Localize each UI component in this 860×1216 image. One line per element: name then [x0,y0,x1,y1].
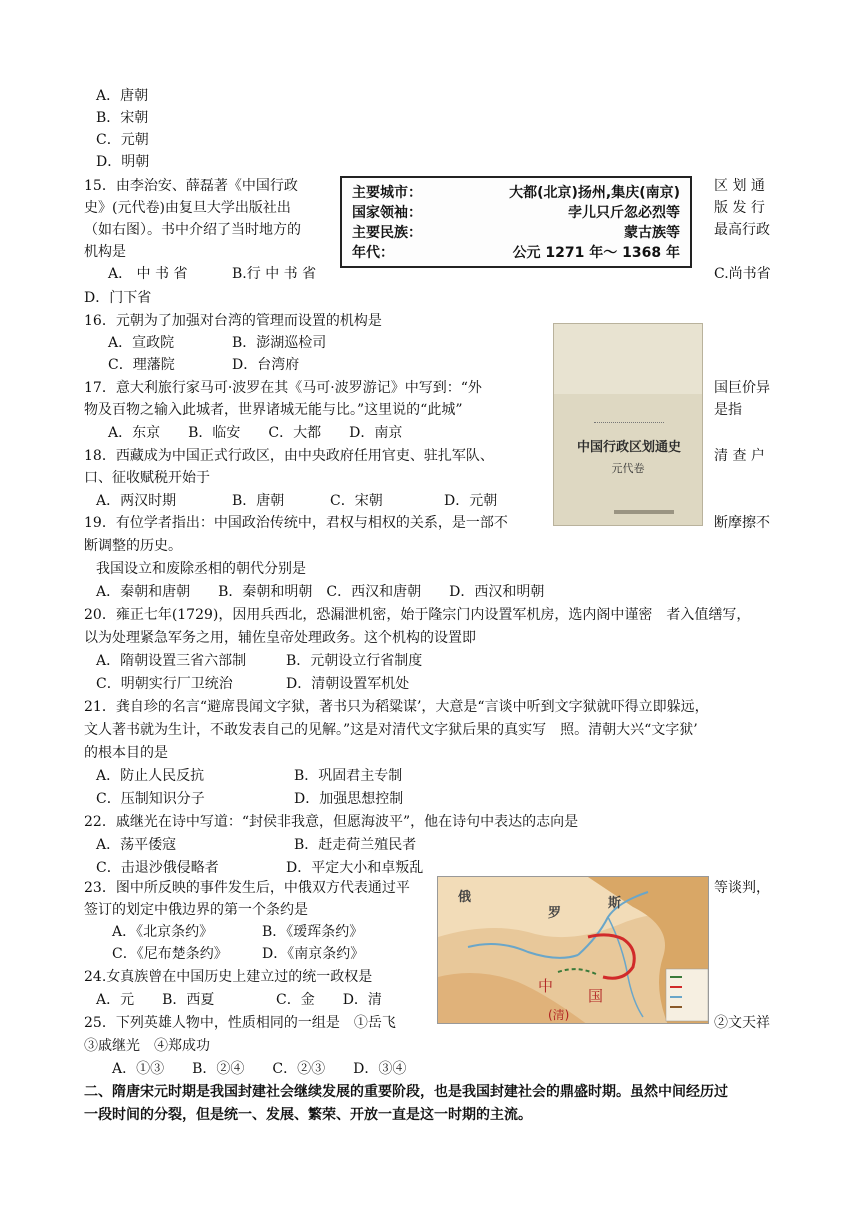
q17-line1-right: 国巨价异 [714,380,770,396]
q25-options: A．①③ B．②④ C．②③ D．③④ [112,1061,407,1077]
book-publisher-mark [614,510,674,514]
q20-option-a: A．隋朝设置三省六部制 [96,653,247,669]
info-value: 公元 1271 年～ 1368 年 [512,245,680,261]
q16-option-a: A．宣政院 [108,335,175,351]
q19-line2: 断调整的历史。 [84,538,182,554]
q18-option-a: A．两汉时期 [96,493,177,509]
q25-line1: 25．下列英雄人物中，性质相同的一组是 ①岳飞 [84,1015,396,1031]
q25-line2: ③戚继光 ④郑成功 [84,1038,210,1054]
q18-line2: 口、征收赋税开始于 [84,470,210,486]
q18-option-d: D．元朝 [444,493,498,509]
q18-line1-right: 清 查 户 [714,448,765,464]
map-label-cn-1: 中 [538,977,554,995]
q16-option-c: C．理藩院 [108,357,175,373]
q15-option-c: C.尚书省 [714,266,771,282]
q16-stem: 16．元朝为了加强对台湾的管理而设置的机构是 [84,313,382,329]
q15-line1-right: 区 划 通 [714,178,765,194]
book-author-line [594,422,664,426]
map-label-ru-3: 斯 [608,896,622,911]
q22-option-a: A．荡平倭寇 [96,837,177,853]
q20-line1: 20．雍正七年(1729)，因用兵西北，恐漏泄机密，始于隆宗门内设置军机房，选内阁中谨密 者入值缮写， [84,607,751,623]
q15-option-b: B.行 中 书 省 [232,266,317,282]
map-graphic [438,877,709,1024]
q21-line1: 21．龚自珍的名言“避席畏闻文字狱，著书只为稻粱谋’，大意是“言谈中听到文字狱就吓得立即躲远， [84,699,709,715]
q19-line1: 19．有位学者指出：中国政治传统中，君权与相权的关系，是一部不 [84,515,508,531]
q21-option-d: D．加强思想控制 [294,791,404,807]
q24-options-right: C．金 D．清 [276,992,382,1008]
q25-line1-right: ②文天祥 [714,1015,770,1031]
q23-option-d: D．《南京条约》 [262,946,365,962]
map-label-cn-2: 国 [588,987,604,1005]
map-label-qing: (清) [548,1008,570,1022]
q15-line4: 机构是 [84,244,126,260]
q15-option-a: A． 中 书 省 [108,266,188,282]
q14-option-d: D．明朝 [96,154,150,170]
book-title: 中国行政区划通史 [576,440,681,455]
q22-option-d: D．平定大小和卓叛乱 [286,860,424,876]
q19-line1-right: 断摩擦不 [714,515,770,531]
historical-map-image [437,876,709,1024]
info-key: 主要民族： [352,225,422,241]
map-label-ru-1: 俄 [458,890,472,905]
info-key: 主要城市： [352,185,422,201]
q22-option-c: C．击退沙俄侵略者 [96,860,219,876]
q18-option-b: B．唐朝 [232,493,285,509]
info-row [352,182,680,202]
q15-line1: 15．由李治安、薛磊著《中国行政 [84,178,298,194]
q24-options-left: A．元 B．西夏 [96,992,215,1008]
q15-line2-right: 版 发 行 [714,200,765,216]
q23-line1-right: 等谈判， [714,880,770,896]
q23-option-c: C．《尼布楚条约》 [112,946,228,962]
map-label-ru-2: 罗 [548,906,562,921]
section2-line2: 一段时间的分裂，但是统一、发展、繁荣、开放一直是这一时期的主流。 [84,1107,532,1123]
q21-option-a: A．防止人民反抗 [96,768,205,784]
q15-line3: （如右图）。书中介绍了当时地方的 [84,222,301,238]
info-row [352,222,680,242]
q18-line1: 18．西藏成为中国正式行政区，由中央政府任用官吏、驻扎军队、 [84,448,494,464]
q18-option-c: C．宋朝 [330,493,383,509]
q24-stem: 24.女真族曾在中国历史上建立过的统一政权是 [84,969,373,985]
info-value: 孛儿只斤忽必烈等 [568,205,680,221]
q14-option-c: C．元朝 [96,132,149,148]
q14-option-b: B．宋朝 [96,110,149,126]
q19-options: A．秦朝和唐朝 B．秦朝和明朝 C．西汉和唐朝 D．西汉和明朝 [96,584,545,600]
q23-line1: 23．图中所反映的事件发生后，中俄双方代表通过平 [84,880,410,896]
q17-line1: 17．意大利旅行家马可·波罗在其《马可·波罗游记》中写到：“外 [84,380,482,396]
q20-line2: 以为处理紧急军务之用，辅佐皇帝处理政务。这个机构的设置即 [84,630,476,646]
info-row [352,202,680,222]
q14-option-a: A．唐朝 [96,88,149,104]
info-row [352,242,680,262]
q17-line2-right: 是指 [714,402,742,418]
q21-line3: 的根本目的是 [84,745,168,761]
info-key: 年代： [352,245,394,261]
q16-option-d: D．台湾府 [232,357,300,373]
info-key: 国家领袖： [352,205,422,221]
q20-option-d: D．清朝设置军机处 [286,676,410,692]
q17-options: A．东京 B．临安 C．大都 D．南京 [108,425,403,441]
q22-stem: 22．戚继光在诗中写道：“封侯非我意，但愿海波平”，他在诗句中表达的志向是 [84,814,579,830]
q17-line2: 物及百物之输入此城者，世界诸城无能与比。”这里说的“此城” [84,402,463,418]
yuan-info-box [340,176,692,268]
q23-option-b: B．《瑷珲条约》 [262,924,364,940]
q21-line2: 文人著书就为生计，不敢发表自己的见解。”这是对清代文字狱后果的真实写 照。清朝大兴“文字狱’ [84,722,698,738]
q22-option-b: B．赶走荷兰殖民者 [294,837,417,853]
info-value: 大都(北京)扬州,集庆(南京) [509,185,680,201]
q21-option-b: B．巩固君主专制 [294,768,403,784]
q23-option-a: A．《北京条约》 [112,924,214,940]
q15-option-d: D．门下省 [84,290,152,306]
book-subtitle: 元代卷 [611,462,645,475]
info-value: 蒙古族等 [624,225,680,241]
q23-line2: 签订的划定中俄边界的第一个条约是 [84,902,308,918]
q15-line2: 史》(元代卷)由复旦大学出版社出 [84,200,291,216]
section2-line1: 二、隋唐宋元时期是我国封建社会继续发展的重要阶段，也是我国封建社会的鼎盛时期。虽然中间经历过 [84,1084,728,1100]
q15-line3-right: 最高行政 [714,222,770,238]
q16-option-b: B．澎湖巡检司 [232,335,327,351]
book-cover-image [553,323,703,526]
q20-option-c: C．明朝实行厂卫统治 [96,676,233,692]
q21-option-c: C．压制知识分子 [96,791,205,807]
book-cover-top [554,324,702,394]
q20-option-b: B．元朝设立行省制度 [286,653,423,669]
q19-line3: 我国设立和废除丞相的朝代分别是 [96,561,306,577]
